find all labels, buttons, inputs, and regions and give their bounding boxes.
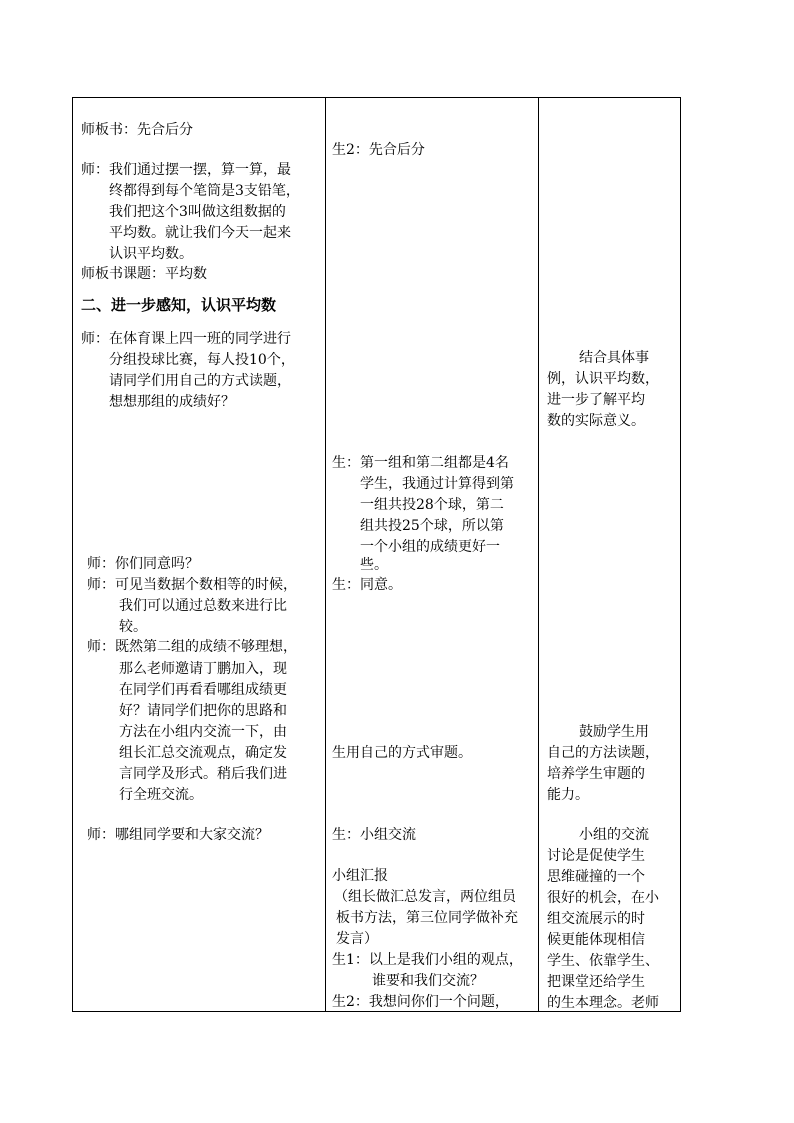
teacher-speech-line: 组长汇总交流观点，确定发 [119, 745, 287, 761]
intent-note-line: 数的实际意义。 [547, 413, 645, 429]
intent-note-line: 讨论是促使学生 [547, 848, 645, 864]
student-reply-line: 生1：以上是我们小组的观点， [332, 952, 523, 968]
teacher-speech-line: 平均数。就让我们今天一起来 [109, 225, 291, 241]
student-reply: 生2：先合后分 [332, 142, 425, 158]
intent-column [539, 98, 681, 1011]
student-reply-line: 组共投25个球，所以第 [360, 518, 504, 534]
board-note: 师板书课题：平均数 [81, 266, 207, 282]
teacher-speech-line: 师：在体育课上四一班的同学进行 [81, 331, 291, 347]
teacher-speech-line: 方法在小组内交流一下，由 [119, 724, 287, 740]
intent-note-line: 培养学生审题的 [547, 766, 645, 782]
intent-note-line: 候更能体现相信 [547, 932, 645, 948]
teacher-speech-line: 认识平均数。 [109, 246, 193, 262]
student-reply-line: 学生，我通过计算得到第 [360, 476, 514, 492]
teacher-column [73, 98, 325, 1011]
teacher-speech-line: 师：你们同意吗？ [87, 556, 199, 572]
teacher-speech-line: 想想那组的成绩好？ [109, 394, 235, 410]
intent-note-line: 结合具体事 [579, 350, 649, 366]
lesson-plan-table [72, 97, 681, 1012]
teacher-speech-line: 师：既然第二组的成绩不够理想， [87, 639, 297, 655]
student-reply-line: 生：第一组和第二组都是4名 [332, 455, 509, 471]
teacher-speech-line: 较。 [119, 619, 147, 635]
teacher-speech-line: 请同学们用自己的方式读题， [109, 373, 291, 389]
student-reply: 生：同意。 [332, 577, 402, 593]
intent-note-line: 学生、依靠学生、 [547, 953, 659, 969]
student-reply-line: 一组共投28个球，第二 [360, 497, 504, 513]
intent-note-line: 组交流展示的时 [547, 911, 645, 927]
teacher-speech-line: 师：可见当数据个数相等的时候， [87, 577, 297, 593]
intent-note-line: 例，认识平均数， [547, 371, 659, 387]
intent-note-line: 自己的方法读题， [547, 745, 659, 761]
group-report-title: 小组汇报 [332, 868, 388, 884]
student-reply-line: 些。 [360, 557, 388, 573]
student-column [326, 98, 538, 1011]
student-reply: 生：小组交流 [332, 827, 416, 843]
student-reply: 生用自己的方式审题。 [332, 745, 472, 761]
teacher-speech-line: 在同学们再看看哪组成绩更 [119, 682, 287, 698]
teacher-speech-line: 分组投球比赛，每人投10个， [109, 352, 295, 368]
intent-note-line: 小组的交流 [579, 827, 649, 843]
intent-note-line: 进一步了解平均 [547, 392, 645, 408]
group-report-note-line: 发言） [336, 931, 378, 947]
intent-note-line: 很好的机会，在小 [547, 890, 659, 906]
section-heading: 二、进一步感知，认识平均数 [81, 296, 277, 314]
teacher-speech-line: 行全班交流。 [119, 787, 203, 803]
board-note: 师板书：先合后分 [81, 122, 193, 138]
teacher-speech-line: 师：我们通过摆一摆，算一算，最 [81, 162, 291, 178]
intent-note-line: 鼓励学生用 [579, 724, 649, 740]
teacher-speech-line: 我们把这个3叫做这组数据的 [109, 204, 286, 220]
student-reply-line: 一个小组的成绩更好一 [360, 539, 500, 555]
group-report-note-line: （组长做汇总发言，两位组员 [334, 889, 516, 905]
teacher-speech-line: 好？请同学们把你的思路和 [119, 703, 287, 719]
teacher-speech-line: 言同学及形式。稍后我们进 [119, 766, 287, 782]
student-reply: 生2：我想问你们一个问题， [332, 994, 509, 1010]
intent-note-line: 能力。 [547, 787, 589, 803]
teacher-speech-line: 那么老师邀请丁鹏加入，现 [119, 661, 287, 677]
group-report-note-line: 板书方法，第三位同学做补充 [336, 910, 518, 926]
intent-note-line: 的生本理念。老师 [547, 995, 659, 1011]
teacher-speech-line: 我们可以通过总数来进行比 [119, 598, 287, 614]
student-reply-line: 谁要和我们交流？ [372, 973, 484, 989]
intent-note-line: 把课堂还给学生 [547, 974, 645, 990]
teacher-speech-line: 终都得到每个笔筒是3支铅笔， [109, 183, 300, 199]
teacher-speech-line: 师：哪组同学要和大家交流？ [87, 827, 269, 843]
intent-note-line: 思维碰撞的一个 [547, 869, 645, 885]
